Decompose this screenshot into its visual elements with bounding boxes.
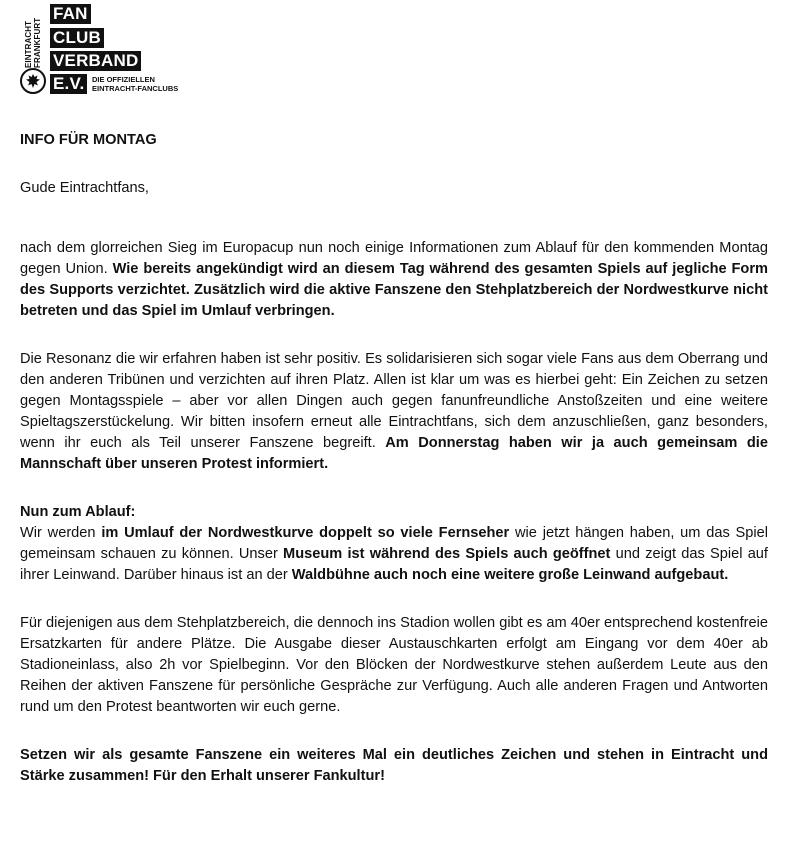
paragraph-3-bold-1: im Umlauf der Nordwestkurve doppelt so viele Fernseher [101,525,510,541]
paragraph-3-text-3: und zeigt das Spiel auf ihrer Leinwand. Darüber hinaus ist an der [20,546,768,583]
paragraph-3-bold-2: Museum ist während des Spiels auch geöffnet [283,546,611,562]
logo-block-ev: E.V. [50,74,87,94]
logo-vertical-line1: EINTRACHT [24,20,33,68]
logo-subtitle-line2: EINTRACHT-FANCLUBS [92,84,179,93]
paragraph-1 [20,238,768,322]
logo-block-fan: FAN [50,4,91,24]
logo-vertical-line2: FRANKFURT [33,17,42,68]
paragraph-3-heading: Nun zum Ablauf: [20,504,136,520]
logo-vertical-text [22,12,44,68]
paragraph-1-text: nach dem glorreichen Sieg im Europacup nun noch einige Informationen zum Ablauf für den kommenden Montag gegen Union. [20,240,768,277]
paragraph-3-bold-3: Waldbühne auch noch eine weitere große Leinwand aufgebaut. [291,567,729,583]
logo-subtitle [92,75,178,93]
logo-block-verband: VERBAND [50,51,141,71]
greeting: Gude Eintrachtfans, [20,180,149,196]
fanclubverband-logo [20,4,240,96]
paragraph-5: Setzen wir als gesamte Fanszene ein weiteres Mal ein deutliches Zeichen und stehen in Eintracht und Stärke zusammen! Für den Erhalt unserer Fankultur! [20,747,768,784]
paragraph-3 [20,523,768,586]
paragraph-1-bold: Wie bereits angekündigt wird an diesem Tag während des gesamten Spiels auf jegliche Form des Supports verzichtet. Zusätzlich wird die aktive Fanszene den Stehplatzbereich der Nordwestkurve nicht betreten und das Spiel im Umlauf verbringen. [20,261,768,319]
paragraph-3-text-1: Wir werden [20,525,102,541]
logo-subtitle-line1: DIE OFFIZIELLEN [92,75,155,84]
paragraph-2-bold: Am Donnerstag haben wir ja auch gemeinsam die Mannschaft über unseren Protest informiert. [20,435,768,472]
eagle-icon [20,68,46,94]
paragraph-3-text-2: wie jetzt hängen haben, um das Spiel gemeinsam schauen zu können. Unser [20,525,769,562]
paragraph-4: Für diejenigen aus dem Stehplatzbereich, die dennoch ins Stadion wollen gibt es am 40er entsprechend kostenfreie Ersatzkarten für andere Plätze. Die Ausgabe dieser Austauschkarten erfolgt am Eingang vor dem 40er ab Stadioneinlass, also 2h vor Spielbeginn. Vor den Blöcken der Nordwestkurve stehen außerdem Leute aus den Reihen der aktiven Fanszene für persönliche Gespräche zur Verfügung. Auch alle anderen Fragen und Antworten rund um den Protest beantworten wir euch gerne. [20,615,768,715]
logo-block-club: CLUB [50,28,104,48]
document-body [20,130,768,787]
document-title: INFO FÜR MONTAG [20,132,157,148]
paragraph-2 [20,349,768,475]
paragraph-2-text: Die Resonanz die wir erfahren haben ist sehr positiv. Es solidarisieren sich sogar viele Fans aus dem Oberrang und den anderen Tribünen und verzichten auf ihren Platz. Allen ist klar um was es hierbei geht: Ein Zeichen zu setzen gegen Montagsspiele – aber vor allen Dingen auch gegen fanunfreundliche Anstoßzeiten und eine weitere Spieltagszerstückelung. Wir bitten insofern erneut alle Eintrachtfans, sich dem anzuschließen, ganz besonders, wenn ihr euch als Teil unserer Fanszene begreift. [20,351,768,451]
